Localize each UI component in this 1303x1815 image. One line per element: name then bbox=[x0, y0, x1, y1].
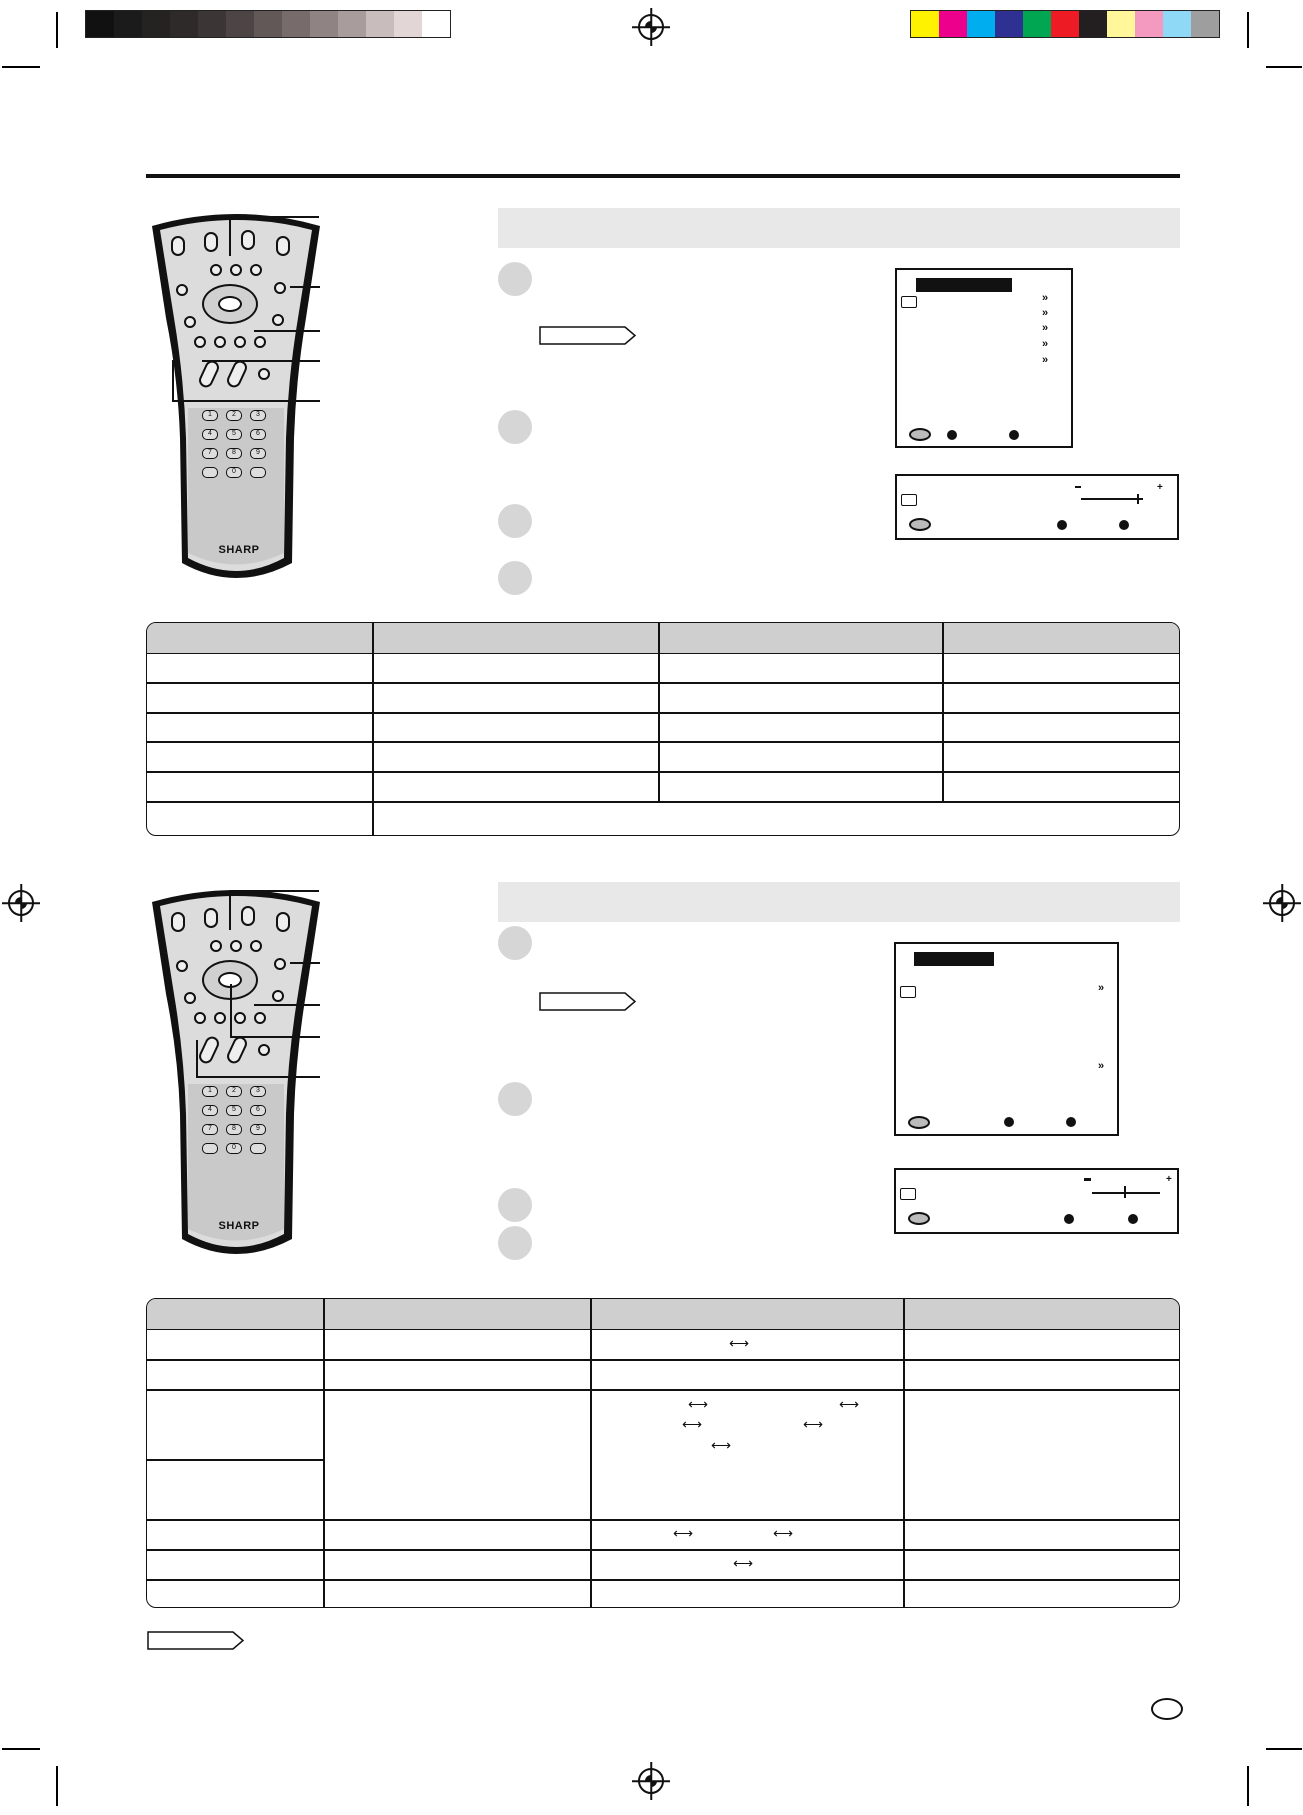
color-swatch bbox=[1135, 11, 1163, 37]
settings-table bbox=[146, 1298, 1180, 1608]
keypad-key[interactable]: 0 bbox=[226, 1143, 242, 1154]
callout-line bbox=[254, 1004, 320, 1006]
double-arrow-icon: ⟷ bbox=[688, 1396, 709, 1412]
note-tag bbox=[147, 1631, 245, 1650]
button-indicator-icon bbox=[1009, 430, 1019, 440]
callout-line bbox=[230, 984, 232, 1036]
left-side-button[interactable] bbox=[176, 960, 188, 972]
keypad-key[interactable]: 0 bbox=[226, 467, 242, 478]
step-number-2 bbox=[498, 410, 532, 444]
mute-button[interactable] bbox=[258, 1044, 270, 1056]
small-button[interactable] bbox=[230, 940, 242, 952]
small-button[interactable] bbox=[210, 940, 222, 952]
double-arrow-icon: ⟷ bbox=[673, 1525, 694, 1541]
submenu-chevron-icon: » bbox=[1042, 338, 1049, 350]
double-arrow-icon: ⟷ bbox=[803, 1416, 824, 1432]
color-swatch bbox=[1163, 11, 1191, 37]
keypad-key[interactable]: 6 bbox=[250, 429, 266, 440]
gray-swatch bbox=[366, 11, 394, 37]
table-column-divider bbox=[903, 1299, 905, 1608]
table-row-divider bbox=[147, 741, 1179, 743]
keypad-key[interactable]: 8 bbox=[226, 448, 242, 459]
gray-swatch bbox=[422, 11, 450, 37]
keypad-key[interactable]: 7 bbox=[202, 1124, 218, 1135]
brand-logo: SHARP bbox=[218, 544, 260, 556]
keypad-key[interactable]: 8 bbox=[226, 1124, 242, 1135]
submenu-chevron-icon: » bbox=[1042, 307, 1049, 319]
color-swatch bbox=[939, 11, 967, 37]
keypad-key[interactable]: 2 bbox=[226, 1086, 242, 1097]
callout-line bbox=[196, 1076, 320, 1078]
small-button[interactable] bbox=[250, 940, 262, 952]
color-swatch bbox=[1107, 11, 1135, 37]
minus-indicator bbox=[1084, 1178, 1091, 1181]
small-button[interactable] bbox=[254, 1012, 266, 1024]
note-tag bbox=[539, 326, 637, 345]
osd-adjust-bar bbox=[894, 1168, 1179, 1234]
plus-indicator-icon: + bbox=[1166, 1174, 1172, 1185]
keypad-key[interactable]: 3 bbox=[250, 1086, 266, 1097]
keypad-key[interactable] bbox=[202, 467, 218, 478]
step-number-2 bbox=[498, 1082, 532, 1116]
grayscale-calibration-strip bbox=[85, 10, 451, 38]
hand-pointer-icon bbox=[900, 1188, 916, 1200]
menu-title-highlight bbox=[916, 278, 1012, 292]
small-button[interactable] bbox=[234, 1012, 246, 1024]
remote-control-illustration bbox=[146, 884, 326, 1264]
joystick-icon bbox=[908, 1116, 930, 1129]
callout-line bbox=[229, 216, 319, 218]
callout-line bbox=[290, 286, 320, 288]
keypad-key[interactable]: 9 bbox=[250, 448, 266, 459]
double-arrow-icon: ⟷ bbox=[733, 1555, 754, 1571]
top-button[interactable] bbox=[204, 908, 218, 928]
top-button[interactable] bbox=[276, 236, 290, 256]
callout-line bbox=[254, 330, 320, 332]
double-arrow-icon: ⟷ bbox=[729, 1335, 750, 1351]
small-button[interactable] bbox=[214, 1012, 226, 1024]
keypad-key[interactable]: 4 bbox=[202, 1105, 218, 1116]
top-button[interactable] bbox=[241, 906, 255, 926]
submenu-chevron-icon: » bbox=[1042, 322, 1049, 334]
double-arrow-icon: ⟷ bbox=[773, 1525, 794, 1541]
table-row-divider bbox=[147, 801, 1179, 803]
slider-track bbox=[1092, 1192, 1160, 1194]
keypad-key[interactable]: 5 bbox=[226, 1105, 242, 1116]
gray-swatch bbox=[394, 11, 422, 37]
mute-button[interactable] bbox=[258, 368, 270, 380]
keypad-key[interactable]: 1 bbox=[202, 1086, 218, 1097]
keypad-key[interactable]: 9 bbox=[250, 1124, 266, 1135]
joystick-icon bbox=[909, 518, 931, 531]
callout-line bbox=[196, 1040, 198, 1076]
note-tag bbox=[539, 992, 637, 1011]
table-column-divider bbox=[942, 623, 944, 801]
callout-line bbox=[229, 216, 231, 256]
step-number-1 bbox=[498, 926, 532, 960]
color-swatch bbox=[911, 11, 939, 37]
gray-swatch bbox=[198, 11, 226, 37]
crop-mark bbox=[2, 1748, 40, 1750]
hand-pointer-icon bbox=[900, 986, 916, 998]
table-column-divider bbox=[323, 1299, 325, 1608]
joystick-icon bbox=[909, 428, 931, 441]
keypad-key[interactable]: 1 bbox=[202, 410, 218, 421]
button-indicator-icon bbox=[1004, 1117, 1014, 1127]
top-button[interactable] bbox=[204, 232, 218, 252]
step-number-4 bbox=[498, 561, 532, 595]
color-swatch bbox=[1079, 11, 1107, 37]
color-swatch bbox=[967, 11, 995, 37]
registration-mark-right bbox=[1269, 890, 1295, 916]
button-indicator-icon bbox=[1119, 520, 1129, 530]
step-number-4 bbox=[498, 1226, 532, 1260]
table-row-divider bbox=[147, 1389, 1179, 1391]
power-button[interactable] bbox=[171, 236, 185, 256]
callout-line bbox=[229, 890, 231, 930]
button-indicator-icon bbox=[1064, 1214, 1074, 1224]
keypad-key[interactable]: 7 bbox=[202, 448, 218, 459]
top-button[interactable] bbox=[241, 230, 255, 250]
gray-swatch bbox=[310, 11, 338, 37]
table-header-row bbox=[147, 623, 1179, 654]
registration-mark-left bbox=[8, 890, 34, 916]
color-swatch bbox=[1051, 11, 1079, 37]
slider-thumb bbox=[1137, 494, 1139, 504]
color-swatch bbox=[995, 11, 1023, 37]
small-button[interactable] bbox=[184, 316, 196, 328]
keypad-key[interactable]: 3 bbox=[250, 410, 266, 421]
keypad-key[interactable]: 6 bbox=[250, 1105, 266, 1116]
registration-mark-bottom bbox=[638, 1768, 664, 1794]
small-button[interactable] bbox=[194, 1012, 206, 1024]
header-rule bbox=[146, 174, 1180, 178]
small-button[interactable] bbox=[210, 264, 222, 276]
keypad-key[interactable] bbox=[202, 1143, 218, 1154]
section-heading-band bbox=[498, 208, 1180, 248]
osd-menu-screen bbox=[895, 268, 1073, 448]
table-row-divider bbox=[147, 1519, 1179, 1521]
color-swatch bbox=[1023, 11, 1051, 37]
crop-mark bbox=[1266, 66, 1302, 68]
page-number-oval bbox=[1151, 1698, 1183, 1720]
minus-indicator bbox=[1075, 486, 1081, 488]
table-row-divider bbox=[147, 1579, 1179, 1581]
crop-mark bbox=[1266, 1748, 1302, 1750]
table-column-divider bbox=[372, 623, 374, 836]
table-row-divider bbox=[147, 1549, 1179, 1551]
gray-swatch bbox=[282, 11, 310, 37]
step-number-1 bbox=[498, 262, 532, 296]
step-number-3 bbox=[498, 1188, 532, 1222]
gray-swatch bbox=[338, 11, 366, 37]
registration-mark-top bbox=[638, 14, 664, 40]
table-row-divider bbox=[147, 712, 1179, 714]
brand-logo: SHARP bbox=[218, 1220, 260, 1232]
double-arrow-icon: ⟷ bbox=[682, 1416, 703, 1432]
button-indicator-icon bbox=[1066, 1117, 1076, 1127]
slider-track bbox=[1081, 498, 1143, 500]
submenu-chevron-icon: » bbox=[1098, 1060, 1105, 1072]
crop-mark bbox=[56, 12, 58, 48]
button-indicator-icon bbox=[1057, 520, 1067, 530]
table-row-divider bbox=[147, 771, 1179, 773]
table-row-divider bbox=[147, 1359, 1179, 1361]
settings-table bbox=[146, 622, 1180, 836]
table-row-divider bbox=[147, 682, 1179, 684]
table-column-divider bbox=[658, 623, 660, 801]
small-button[interactable] bbox=[214, 336, 226, 348]
hand-pointer-icon bbox=[901, 296, 917, 308]
crop-mark bbox=[2, 66, 40, 68]
crop-mark bbox=[56, 1766, 58, 1806]
table-header-row bbox=[147, 1299, 1179, 1330]
double-arrow-icon: ⟷ bbox=[839, 1396, 860, 1412]
osd-menu-screen bbox=[894, 942, 1119, 1136]
submenu-chevron-icon: » bbox=[1042, 292, 1049, 304]
keypad-key[interactable]: 4 bbox=[202, 429, 218, 440]
left-side-button[interactable] bbox=[176, 284, 188, 296]
small-button[interactable] bbox=[184, 992, 196, 1004]
small-button[interactable] bbox=[254, 336, 266, 348]
power-button[interactable] bbox=[171, 912, 185, 932]
keypad-key[interactable] bbox=[250, 1143, 266, 1154]
section-heading-band bbox=[498, 882, 1180, 922]
keypad-key[interactable] bbox=[250, 467, 266, 478]
right-side-button[interactable] bbox=[274, 958, 286, 970]
small-button[interactable] bbox=[272, 990, 284, 1002]
top-button[interactable] bbox=[276, 912, 290, 932]
crop-mark bbox=[1247, 1766, 1249, 1806]
button-indicator-icon bbox=[947, 430, 957, 440]
small-button[interactable] bbox=[272, 314, 284, 326]
callout-line bbox=[172, 400, 320, 402]
callout-line bbox=[202, 360, 320, 362]
small-button[interactable] bbox=[230, 264, 242, 276]
gray-swatch bbox=[170, 11, 198, 37]
gray-swatch bbox=[254, 11, 282, 37]
joystick-icon bbox=[908, 1212, 930, 1225]
callout-line bbox=[172, 360, 174, 400]
gray-swatch bbox=[114, 11, 142, 37]
keypad-key[interactable]: 2 bbox=[226, 410, 242, 421]
step-number-3 bbox=[498, 504, 532, 538]
small-button[interactable] bbox=[234, 336, 246, 348]
callout-line bbox=[229, 890, 319, 892]
submenu-chevron-icon: » bbox=[1042, 354, 1049, 366]
double-arrow-icon: ⟷ bbox=[711, 1437, 732, 1453]
small-button[interactable] bbox=[250, 264, 262, 276]
gray-swatch bbox=[86, 11, 114, 37]
slider-thumb bbox=[1124, 1186, 1126, 1198]
table-row-divider bbox=[147, 1459, 323, 1461]
table-column-divider bbox=[590, 1299, 592, 1608]
gray-swatch bbox=[142, 11, 170, 37]
hand-pointer-icon bbox=[901, 494, 917, 506]
color-swatch bbox=[1191, 11, 1219, 37]
small-button[interactable] bbox=[194, 336, 206, 348]
right-side-button[interactable] bbox=[274, 282, 286, 294]
enter-button[interactable] bbox=[218, 296, 242, 312]
menu-title-highlight bbox=[914, 952, 994, 966]
color-calibration-strip bbox=[910, 10, 1220, 38]
plus-indicator-icon: + bbox=[1157, 482, 1163, 493]
osd-adjust-bar bbox=[895, 474, 1179, 540]
submenu-chevron-icon: » bbox=[1098, 982, 1105, 994]
button-indicator-icon bbox=[1128, 1214, 1138, 1224]
callout-line bbox=[230, 1036, 320, 1038]
keypad-key[interactable]: 5 bbox=[226, 429, 242, 440]
crop-mark bbox=[1247, 12, 1249, 48]
gray-swatch bbox=[226, 11, 254, 37]
callout-line bbox=[290, 962, 320, 964]
